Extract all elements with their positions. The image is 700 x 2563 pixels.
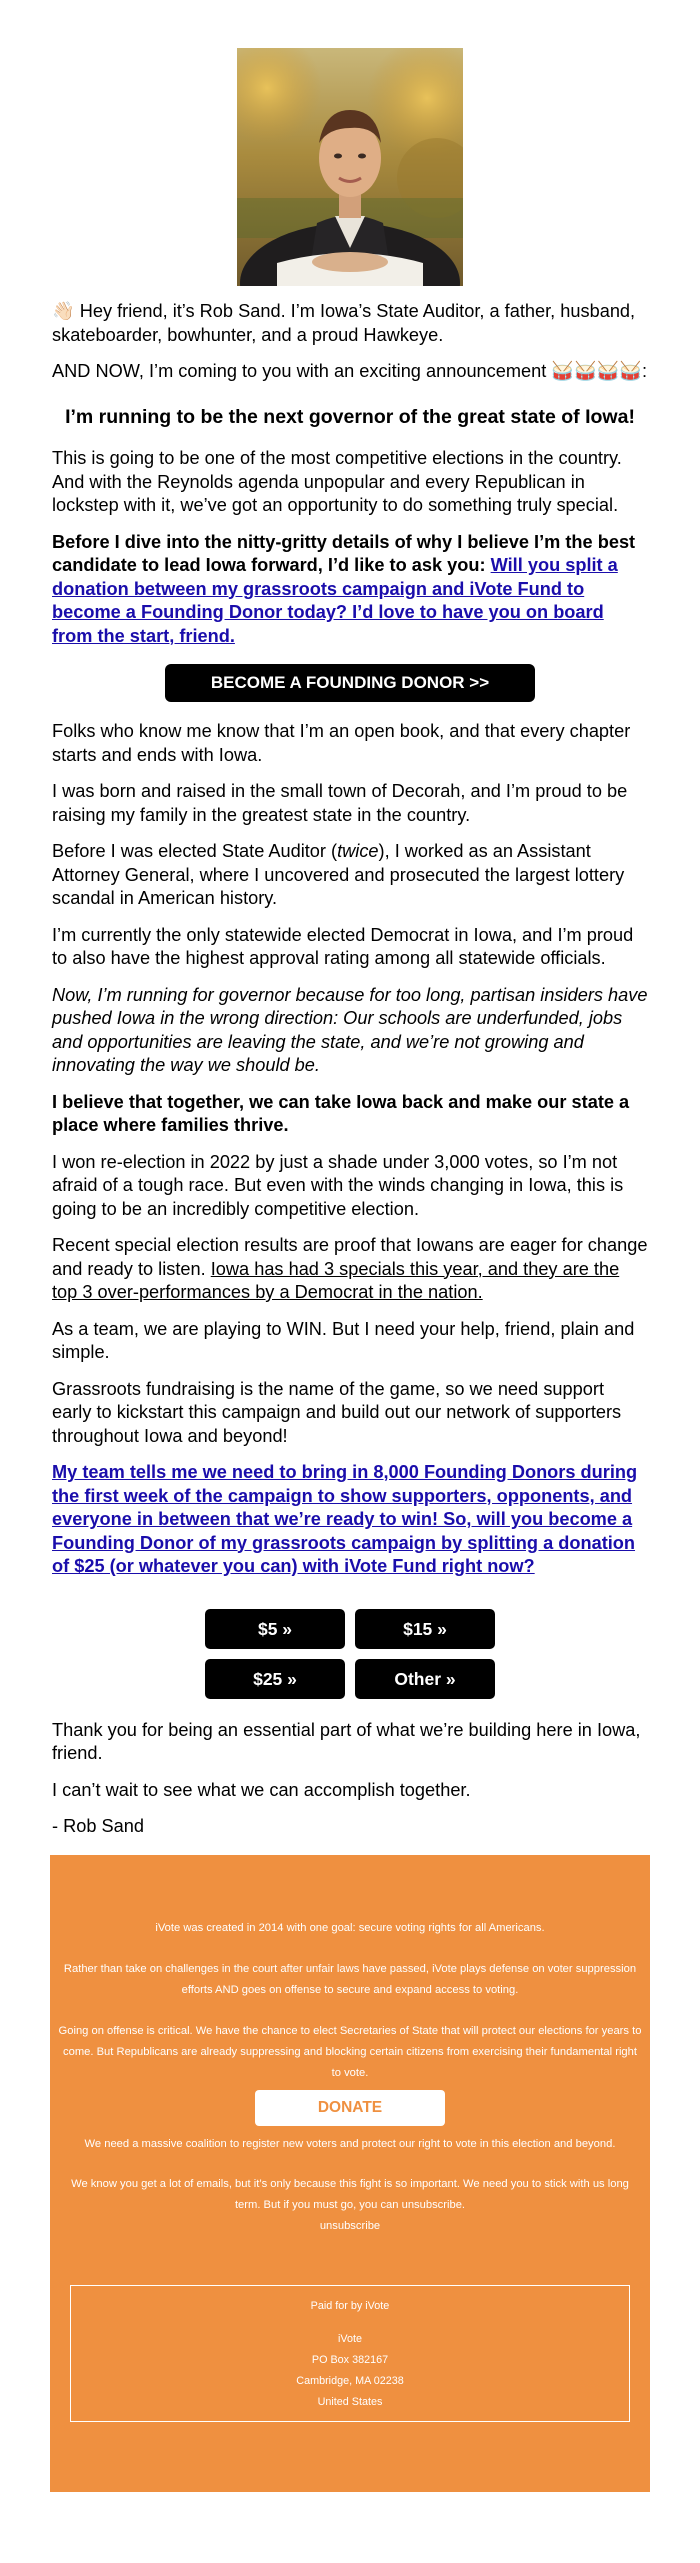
special-elections-underlined: Iowa has had 3 specials this year, and they are the top 3 over-performances by a Democrat in the nation. xyxy=(52,1258,620,1302)
unsubscribe-link[interactable]: unsubscribe xyxy=(319,2219,381,2232)
candidate-portrait-image xyxy=(237,48,463,286)
founding-donor-25-link[interactable]: My team tells me we need to bring in 8,000 Founding Donors during the first week of the campaign to show supporters, opponents, and everyone in between that we’re ready to win! So, will you become a Founding Donor of my grassroots campaign by splitting a donation of $25 (or whatever you can) with iVote Fund right now? xyxy=(52,1462,638,1576)
team-paragraph: As a team, we are playing to WIN. But I need your help, friend, plain and simple. xyxy=(52,1318,635,1362)
grassroots-paragraph: Grassroots fundraising is the name of the game, so we need support early to kickstart this campaign and build out our network of supporters throughout Iowa and beyond! xyxy=(52,1378,622,1446)
email-body xyxy=(50,300,650,1839)
auditor-paragraph xyxy=(52,840,648,911)
candidate-photo xyxy=(237,48,463,286)
org-name: iVote xyxy=(337,2332,362,2345)
waving-hand-icon: 👋🏻 xyxy=(52,301,75,321)
footer-offense-text: Going on offense is critical. We have the chance to elect Secretaries of State that will protect our elections for years to come. But Republicans are already suppressing and blocking certain citizens from exercising their fundamental right to vote. xyxy=(58,2024,642,2079)
auditor-text-end: ), I worked as an Assistant Attorney General, where I uncovered and prosecuted the largest lottery scandal in American history. xyxy=(52,841,625,908)
auditor-twice: twice xyxy=(337,841,379,861)
together-paragraph: I believe that together, we can take Iowa back and make our state a place where families thrive. xyxy=(52,1091,630,1135)
donate-other-button[interactable]: Other » xyxy=(355,1659,495,1699)
donation-amount-grid xyxy=(52,1609,648,1699)
founding-donor-link[interactable]: Will you split a donation between my grassroots campaign and iVote Fund to become a Founding Donor today? I’d love to have you on board from the start, friend. xyxy=(52,555,618,646)
drum-icons: 🥁🥁🥁🥁 xyxy=(551,361,642,381)
country-line: United States xyxy=(317,2395,383,2408)
po-box: PO Box 382167 xyxy=(311,2353,389,2366)
headline: I’m running to be the next governor of the great state of Iowa! xyxy=(65,405,635,428)
ask-bold-text: Before I dive into the nitty-gritty details of why I believe I’m the best candidate to lead Iowa forward, I’d like to ask you: xyxy=(52,531,636,575)
footer-created-text: iVote was created in 2014 with one goal: secure voting rights for all Americans. xyxy=(155,1921,545,1934)
decorah-paragraph: I was born and raised in the small town of Decorah, and I’m proud to be raising my family in the greatest state in the country. xyxy=(52,781,628,825)
footer-emails-text: We know you get a lot of emails, but it’s only because this fight is so important. We need you to stick with us long term. But if you must go, you can unsubscribe. xyxy=(71,2177,629,2211)
reelection-paragraph: I won re-election in 2022 by just a shade under 3,000 votes, so I’m not afraid of a tough race. But even with the winds changing in Iowa, this is going to be an incredibly competitive election. xyxy=(52,1151,624,1219)
donate-25-button[interactable]: $25 » xyxy=(205,1659,345,1699)
auditor-text-start: Before I was elected State Auditor ( xyxy=(52,841,338,861)
greeting-text: Hey friend, it’s Rob Sand. I’m Iowa’s State Auditor, a father, husband, skateboarder, bowhunter, and a proud Hawkeye. xyxy=(52,301,636,345)
only-democrat-paragraph: I’m currently the only statewide elected Democrat in Iowa, and I’m proud to also have the highest approval rating among all statewide officials. xyxy=(52,924,634,968)
footer-coalition-text: We need a massive coalition to register new voters and protect our right to vote in this election and beyond. xyxy=(84,2137,616,2150)
ask-paragraph xyxy=(52,531,648,649)
donate-15-button[interactable]: $15 » xyxy=(355,1609,495,1649)
announcement-text: AND NOW, I’m coming to you with an exciting announcement xyxy=(52,361,552,381)
announcement-paragraph xyxy=(52,360,648,384)
greeting-paragraph xyxy=(52,300,648,347)
donate-button[interactable]: DONATE xyxy=(255,2090,445,2126)
email-container xyxy=(50,48,650,2492)
competitive-paragraph: This is going to be one of the most competitive elections in the country. And with the Reynolds agenda unpopular and every Republican in lockstep with it, we’ve got an opportunity to do something truly special. xyxy=(52,448,622,515)
cant-wait-paragraph: I can’t wait to see what we can accomplish together. xyxy=(52,1779,471,1800)
announcement-colon: : xyxy=(641,361,648,381)
big-ask-paragraph xyxy=(52,1461,648,1579)
footer-rather-text: Rather than take on challenges in the court after unfair laws have passed, iVote plays defense on voter suppression efforts AND goes on offense to secure and expand access to voting. xyxy=(63,1962,637,1996)
become-founding-donor-button[interactable]: BECOME A FOUNDING DONOR >> xyxy=(165,664,535,702)
special-elections-text: Recent special election results are proof that Iowans are eager for change and ready to listen. xyxy=(52,1235,648,1279)
thanks-paragraph: Thank you for being an essential part of what we’re building here in Iowa, friend. xyxy=(52,1719,641,1763)
open-book-paragraph: Folks who know me know that I’m an open book, and that every chapter starts and ends with Iowa. xyxy=(52,721,631,765)
paid-for-box xyxy=(70,2285,630,2422)
city-line: Cambridge, MA 02238 xyxy=(296,2374,404,2387)
special-elections-paragraph xyxy=(52,1234,648,1305)
ivote-footer xyxy=(50,1855,650,2492)
signoff: - Rob Sand xyxy=(52,1816,145,1836)
running-reason-paragraph: Now, I’m running for governor because for too long, partisan insiders have pushed Iowa in the wrong direction: Our schools are underfunded, jobs and opportunities are leaving the state, and we’re not growing and innovating the way we should be. xyxy=(52,984,648,1075)
donate-5-button[interactable]: $5 » xyxy=(205,1609,345,1649)
paid-by-text: Paid for by iVote xyxy=(310,2299,390,2312)
